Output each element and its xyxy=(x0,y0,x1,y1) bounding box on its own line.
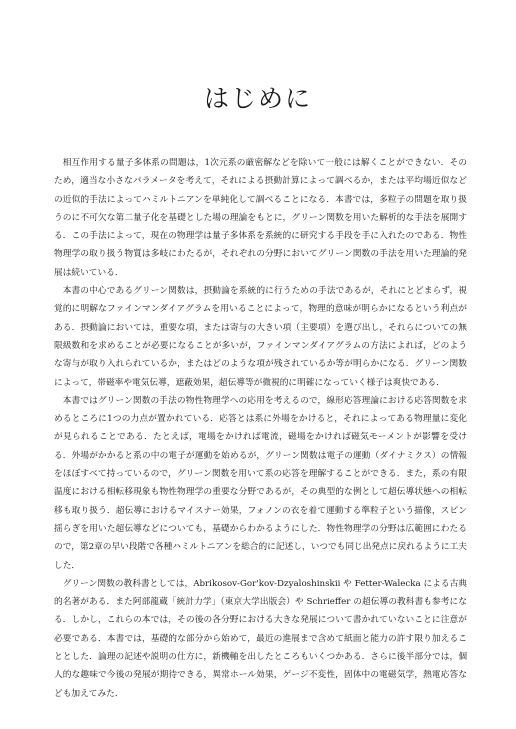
paragraph-3: 本書ではグリーン関数の手法の物性物理学への応用を考えるので，線形応答理論における応答関数を求めるところに1つの力点が置かれている．応答とは系に外場をかけると，それによってある物理量に変化が見られることである．たとえば，電場をかければ電流，磁場をかければ磁気モーメントが影響を受ける．外場がかかると系の中の電子が運動を始めるが，グリーン関数は電子の運動（ダイナミクス）の情報をほぼすべて持っているので，グリーン関数を用いて系の応答を理解することができる．また，系の有限温度における相転移現象も物性物理学の重要な分野であるが，その典型的な例として超伝導状態への相転移も取り扱う．超伝導におけるマイスナー効果，フォノンの衣を着て運動する準粒子という描像，スピン揺らぎを用いた超伝導などについても，基礎からわかるようにした．物性物理学の分野は広範囲にわたるので，第2章の早い段階で各種ハミルトニアンを総合的に記述し，いつでも同じ出発点に戻れるように工夫した． xyxy=(54,395,467,571)
paragraph-1: 相互作用する量子多体系の問題は，1次元系の厳密解などを除いて一般には解くことができない．そのため，適当な小さなパラメータを考えて，それによる摂動計算によって調べるか，または平均場近似などの近似的手法によってハミルトニアンを単純化して調べることになる．本書では，多粒子の問題を取り扱うのに不可欠な第二量子化を基礎とした場の理論をもとに，グリーン関数を用いた解析的な手法を展開する．この手法によって，現在の物理学は量子多体系を系統的に研究する手段を手に入れたのである．物性物理学の取り扱う物質は多岐にわたるが，それぞれの分野においてグリーン関数の手法を用いた理論的発展は続いている． xyxy=(54,158,467,278)
paragraph-4: グリーン関数の教科書としては，Abrikosov-Gor'kov-Dzyaloshinskii や Fetter-Walecka による古典的名著がある．また阿部龍蔵「統計力学」（東京大学出版会）や Schrieffer の超伝導の教科書も参考になる．しかし，これらの本では，その後の各分野における大きな発展について書かれていないことに注意が必要である．本書では，基礎的な部分から始めて，最近の進展まで含めて紙面と能力の許す限り加えることとした．論理の記述や説明の仕方に，新機軸を出したところもいくつかある．さらに後半部分では，個人的な趣味で今後の発展が期待できる，異常ホール効果，ゲージ不変性，固体中の電磁気学，熱電応答なども加えてみた． xyxy=(54,578,467,699)
preface-body xyxy=(54,154,467,703)
page-title: はじめに xyxy=(203,84,312,113)
paragraph-2: 本書の中心であるグリーン関数は，摂動論を系統的に行うための手法であるが，それにとどまらず，視覚的に明解なファインマンダイアグラムを用いることによって，物理的意味が明らかになるという利点がある．摂動論においては，重要な項，または寄与の大きい項（主要項）を選び出し，それらについての無限級数和を求めることが必要になることが多いが，ファインマンダイアグラムの方法によれば，どのような寄与が取り入れられているか，またはどのような項が残されているか等が明らかになる．グリーン関数によって，帯磁率や電気伝導，遮蔽効果，超伝導等が微視的に明確になっていく様子は爽快である． xyxy=(54,286,467,388)
